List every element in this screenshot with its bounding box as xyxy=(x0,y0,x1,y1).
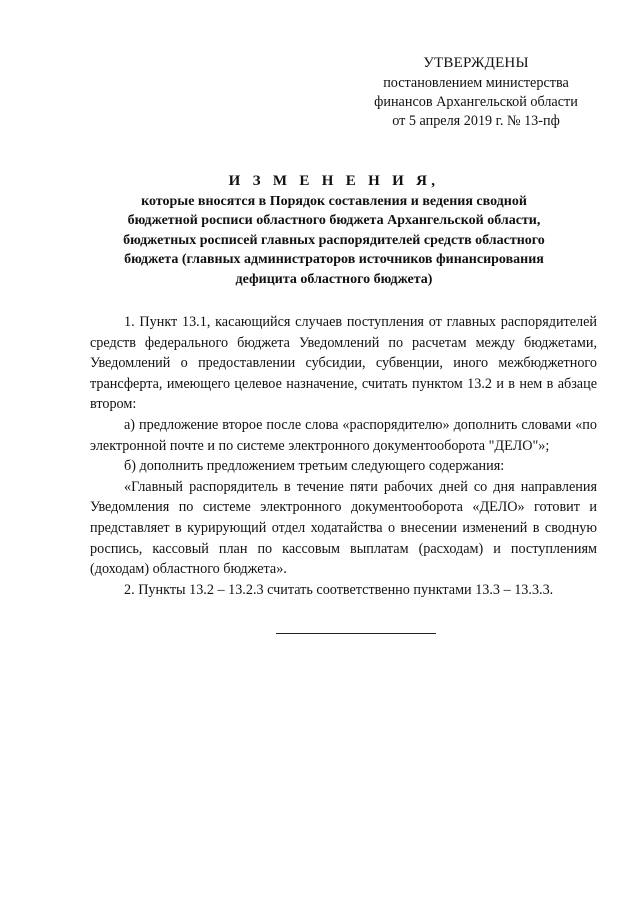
approval-line: от 5 апреля 2019 г. № 13-пф xyxy=(392,113,560,129)
approval-line: постановлением министерства xyxy=(383,75,569,91)
paragraph-3: б) дополнить предложением третьим следующего содержания: xyxy=(124,458,505,475)
approval-block xyxy=(360,54,592,131)
closing-rule xyxy=(276,633,436,634)
paragraph-4: «Главный распорядитель в течение пяти рабочих дней со дня направления Уведомления по системе электронного документооборота «ДЕЛО» готовит и представляет в курирующий отдел ходатайства о внесении изменений в сводную роспись, кассовый план по кассовым выплатам (расходам) и поступлениям (доходам) областного бюджета». xyxy=(90,478,597,578)
heading-title: И З М Е Н Е Н И Я, xyxy=(228,173,440,189)
heading-line: бюджета (главных администраторов источников финансирования xyxy=(124,252,544,267)
paragraph-5: 2. Пункты 13.2 – 13.2.3 считать соответственно пунктами 13.3 – 13.3.3. xyxy=(124,581,554,598)
approval-title: УТВЕРЖДЕНЫ xyxy=(423,55,529,71)
heading-line: бюджетной росписи областного бюджета Архангельской области, xyxy=(127,213,541,228)
paragraph-2: а) предложение второе после слова «распорядителю» дополнить словами «по электронной почте и по системе электронного документооборота "ДЕЛО"»; xyxy=(90,416,597,454)
heading-line: дефицита областного бюджета) xyxy=(235,271,433,287)
paragraph-1: 1. Пункт 13.1, касающийся случаев поступления от главных распорядителей средств федерального бюджета Уведомлений по расчетам между бюджетами, Уведомлений о предоставлении субсидии, субвенции, иного межбюджетного трансферта, имеющего целевое назначение, считать пунктом 13.2 и в нем в абзаце втором: xyxy=(90,314,597,413)
heading-line: бюджетных росписей главных распорядителей средств областного xyxy=(123,232,545,248)
document-heading xyxy=(104,172,564,289)
approval-line: финансов Архангельской области xyxy=(374,94,578,110)
heading-line: которые вносятся в Порядок составления и ведения сводной xyxy=(141,193,527,209)
document-body xyxy=(90,312,597,600)
